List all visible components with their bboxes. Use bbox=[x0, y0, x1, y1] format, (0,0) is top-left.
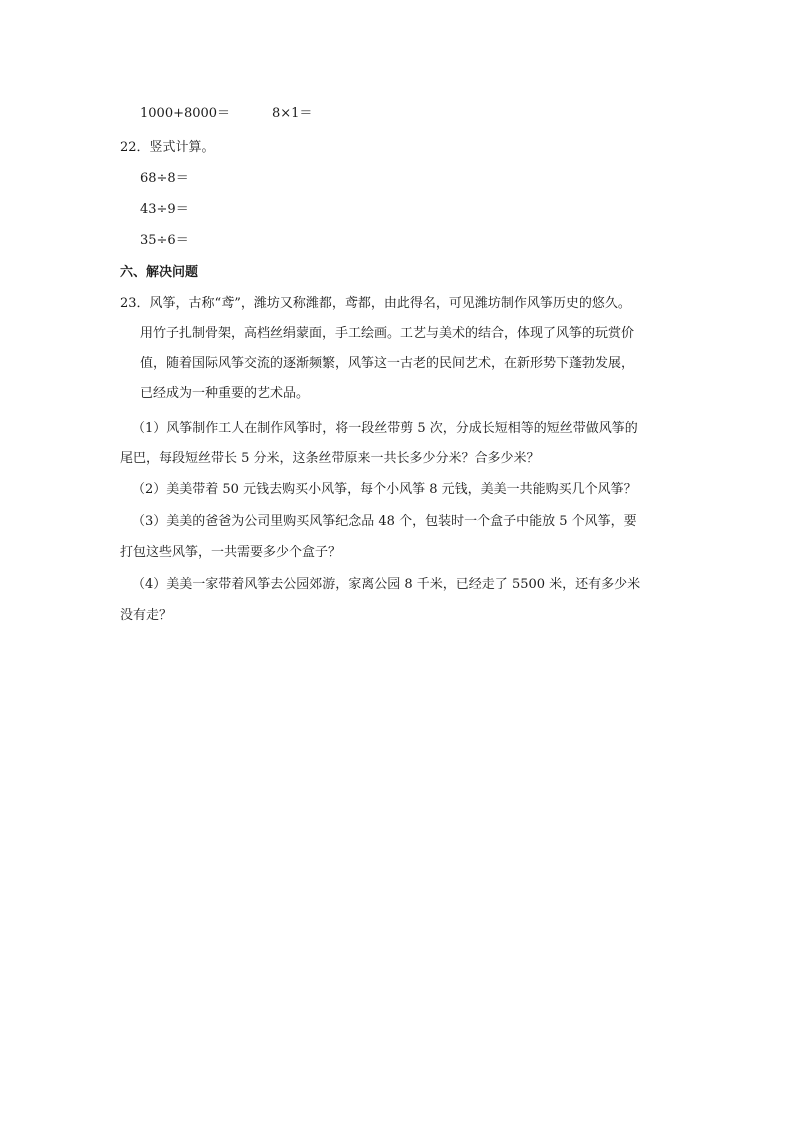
q22-item-2: 43÷9＝ bbox=[140, 202, 189, 217]
q23-part-4-line-1: （4）美美一家带着风筝去公园郊游，家离公园 8 千米，已经走了 5500 米，还有多少米 bbox=[132, 577, 641, 592]
question-22-title: 22．竖式计算。 bbox=[120, 140, 215, 155]
q23-intro-line-3: 值，随着国际风筝交流的逐渐频繁，风筝这一古老的民间艺术，在新形势下蓬勃发展， bbox=[140, 356, 635, 371]
q23-part-4-line-2: 没有走？ bbox=[120, 608, 173, 623]
q23-part-1-line-1: （1）风筝制作工人在制作风筝时，将一段丝带剪 5 次，分成长短相等的短丝带做风筝的 bbox=[132, 421, 638, 436]
q23-intro-line-2: 用竹子扎制骨架，高档丝绢蒙面，手工绘画。工艺与美术的结合，体现了风筝的玩赏价 bbox=[140, 326, 635, 341]
q23-part-2-line-1: （2）美美带着 50 元钱去购买小风筝，每个小风筝 8 元钱，美美一共能购买几个风筝？ bbox=[132, 482, 637, 497]
q23-part-3-line-2: 打包这些风筝，一共需要多少个盒子？ bbox=[120, 545, 342, 560]
q22-item-3: 35÷6＝ bbox=[140, 233, 189, 248]
q23-intro-line-1: 23．风筝，古称“鸢”，潍坊又称潍都，鸢都，由此得名，可见潍坊制作风筝历史的悠久。 bbox=[120, 296, 631, 311]
equation-left: 1000+8000＝ bbox=[140, 106, 231, 121]
section-6-title: 六、解决问题 bbox=[120, 265, 199, 280]
equation-right: 8×1＝ bbox=[272, 106, 313, 121]
q23-part-3-line-1: （3）美美的爸爸为公司里购买风筝纪念品 48 个，包装时一个盒子中能放 5 个风筝，要 bbox=[132, 514, 637, 529]
q23-intro-line-4: 已经成为一种重要的艺术品。 bbox=[140, 386, 310, 401]
q22-item-1: 68÷8＝ bbox=[140, 171, 189, 186]
top-equations-row bbox=[140, 105, 313, 123]
q23-part-1-line-2: 尾巴，每段短丝带长 5 分米，这条丝带原来一共长多少分米？合多少米？ bbox=[120, 451, 540, 466]
